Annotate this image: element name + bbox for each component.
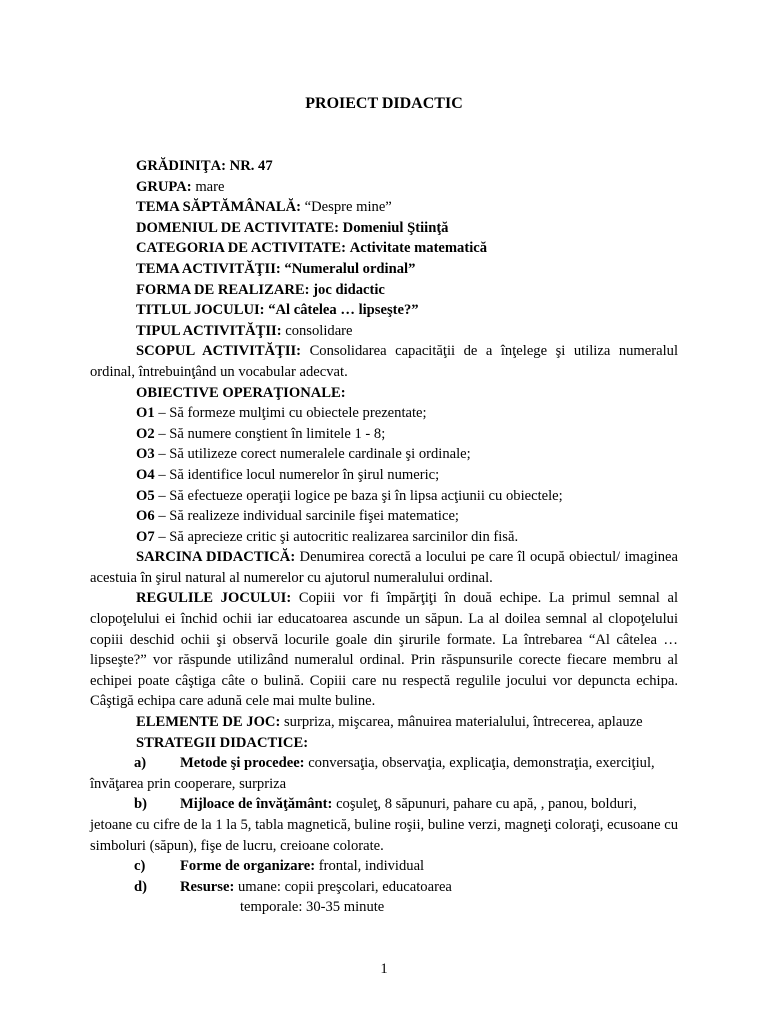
field-value: “Numeralul ordinal” [284, 260, 416, 277]
objectives-heading: OBIECTIVE OPERAŢIONALE: [136, 384, 346, 401]
field-value: mare [195, 178, 225, 195]
strategy-item-a [90, 753, 678, 774]
field-label: Metode şi procedee: [180, 755, 305, 772]
strategy-item-d [90, 877, 678, 898]
field-value: Consolidarea capacităţii de a înţelege şi utiliza numeralul ordinal, întrebuinţând un vocabular adecvat. [90, 343, 679, 380]
field-tema-activitatii [90, 259, 678, 280]
field-value: NR. 47 [229, 158, 273, 174]
field-label: DOMENIUL DE ACTIVITATE: [136, 219, 339, 236]
field-label: SCOPUL ACTIVITĂŢII: [136, 343, 302, 360]
field-value: Domeniul Ştiinţă [342, 219, 449, 236]
objective-code: O6 [136, 508, 155, 525]
field-value: consolidare [285, 322, 353, 339]
field-label: TITLUL JOCULUI: [136, 302, 265, 319]
field-value: Copiii vor fi împărţiţi în două echipe. La primul semnal al clopoţelului ei închid ochii iar educatoarea ascunde un săpun. La al doilea semnal al clopoţelului copiii deschid ochii şi observă locurile goale din şirurile formate. La întrebarea “Al câtelea … lipseşte?” vor răspunde utilizând numeralul ordinal. Prin răspunsurile corecte fiecare membru al echipei poate câştiga câte o bulină. Copiii care nu respectă regulile jocului vor depuncta echipa. Câştigă echipa care adună cele mai multe buline. [90, 590, 678, 710]
page-title: PROIECT DIDACTIC [305, 95, 463, 112]
field-label: GRUPA: [136, 178, 192, 195]
strategy-item-c [90, 856, 678, 877]
field-label: GRĂDINIŢA: [136, 158, 226, 174]
strategy-item-a-continued: învăţarea prin cooperare, surpriza [90, 775, 287, 792]
objective-item [90, 403, 678, 424]
field-domeniul [90, 218, 678, 239]
strategy-item-d-extra: temporale: 30-35 minute [240, 899, 385, 916]
document-body [90, 156, 678, 918]
item-letter: b) [134, 796, 147, 813]
field-label: CATEGORIA DE ACTIVITATE: [136, 240, 347, 257]
field-value: Denumirea corectă a locului pe care îl ocupă obiectul/ imaginea acestuia în şirul natural al numerelor cu ajutorul numeralului ordinal. [90, 549, 678, 586]
field-label: Resurse: [180, 878, 235, 895]
objective-code: O5 [136, 487, 155, 504]
field-tipul [90, 321, 678, 342]
field-gradinita [90, 156, 678, 177]
field-value: joc didactic [313, 281, 385, 298]
item-letter: a) [134, 755, 147, 772]
sarcina-didactica [90, 547, 678, 588]
field-value: “Al câtelea … lipseşte?” [268, 302, 419, 319]
field-label: TEMA ACTIVITĂŢII: [136, 260, 281, 277]
field-titlul [90, 300, 678, 321]
objective-item [90, 527, 678, 548]
field-forma [90, 280, 678, 301]
objective-text: – Să efectueze operaţii logice pe baza şi în lipsa acţiunii cu obiectele; [158, 487, 563, 504]
strategii-heading: STRATEGII DIDACTICE: [136, 734, 309, 751]
field-grupa [90, 177, 678, 198]
regulile-jocului [90, 588, 678, 712]
page-number: 1 [380, 961, 388, 977]
objective-item [90, 486, 678, 507]
objective-text: – Să aprecieze critic şi autocritic realizarea sarcinilor din fisă. [158, 528, 519, 545]
objective-text: – Să realizeze individual sarcinile fişei matematice; [158, 508, 459, 525]
field-label: FORMA DE REALIZARE: [136, 281, 310, 298]
objective-text: – Să utilizeze corect numeralele cardinale şi ordinale; [158, 446, 471, 463]
field-value: frontal, individual [318, 858, 425, 875]
field-label: TIPUL ACTIVITĂŢII: [136, 322, 282, 339]
field-value: surpriza, mişcarea, mânuirea materialului, întrecerea, aplauze [284, 714, 643, 731]
field-label: TEMA SĂPTĂMÂNALĂ: [136, 199, 301, 216]
field-value: conversaţia, observaţia, explicaţia, demonstraţia, exerciţiul, [308, 755, 655, 772]
field-value: Activitate matematică [349, 240, 488, 257]
item-letter: c) [134, 858, 146, 875]
field-value: coşuleţ, 8 săpunuri, pahare cu apă, , panou, bolduri, [336, 796, 637, 813]
objective-item [90, 444, 678, 465]
objective-code: O3 [136, 446, 155, 463]
strategy-item-b [90, 794, 678, 815]
field-label: Mijloace de învăţământ: [180, 796, 333, 813]
objective-code: O2 [136, 425, 155, 442]
field-label: ELEMENTE DE JOC: [136, 714, 281, 731]
objective-code: O4 [136, 466, 155, 483]
field-label: Forme de organizare: [180, 858, 316, 875]
objective-text: – Să identifice locul numerelor în şirul numeric; [158, 466, 440, 483]
objective-item [90, 506, 678, 527]
field-label: SARCINA DIDACTICĂ: [136, 549, 296, 566]
field-tema-saptamanala [90, 197, 678, 218]
objective-item [90, 424, 678, 445]
objective-text: – Să formeze mulţimi cu obiectele prezentate; [158, 405, 427, 422]
objective-code: O1 [136, 405, 155, 422]
objective-code: O7 [136, 528, 155, 545]
field-scopul [90, 341, 678, 382]
objective-item [90, 465, 678, 486]
objective-text: – Să numere conştient în limitele 1 - 8; [158, 425, 386, 442]
field-value: umane: copii preşcolari, educatoarea [237, 878, 452, 895]
field-value: “Despre mine” [304, 199, 392, 216]
elemente-de-joc [90, 712, 678, 733]
strategy-item-b-continued: jetoane cu cifre de la 1 la 5, tabla magnetică, buline roşii, buline verzi, magneţi coloraţi, ecusoane cu simboluri (săpun), fişe de lucru, creioane colorate. [90, 817, 678, 854]
field-label: REGULILE JOCULUI: [136, 590, 292, 607]
item-letter: d) [134, 878, 147, 895]
field-categoria [90, 238, 678, 259]
